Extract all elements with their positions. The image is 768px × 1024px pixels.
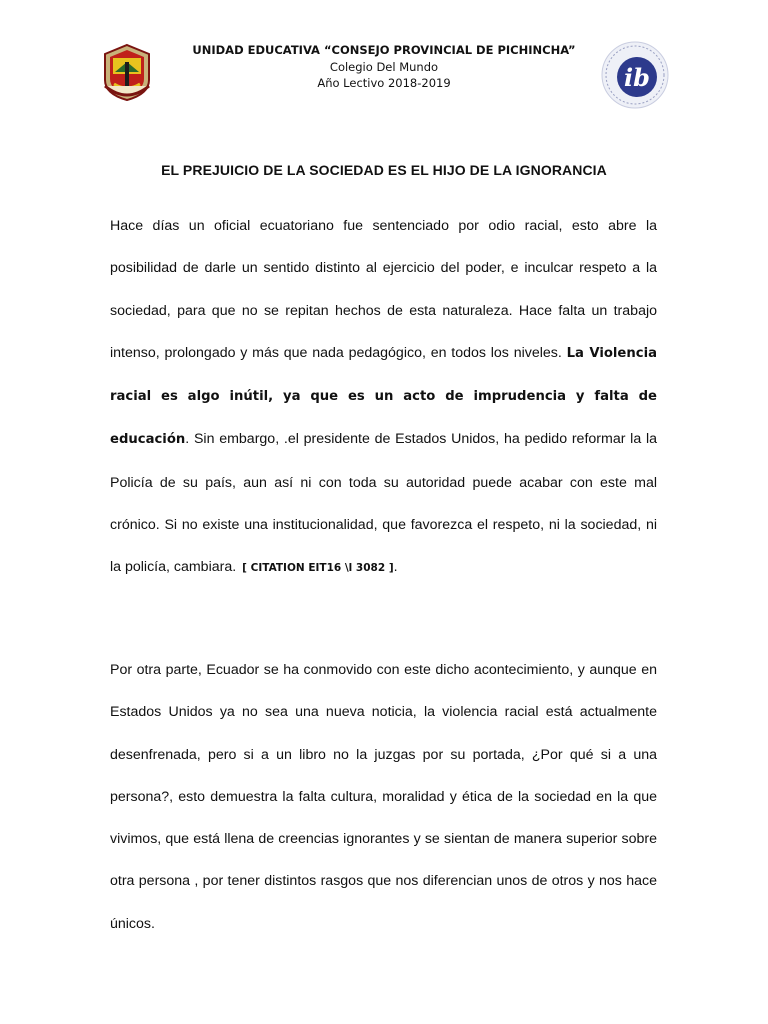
citation-field: [ CITATION EIT16 \l 3082 ]: [242, 562, 394, 575]
paragraph-1-bold-text: La Violencia racial es algo inútil, ya que es un acto de imprudencia y falta de educación: [110, 345, 657, 448]
ib-logo-text: ib: [624, 63, 650, 92]
school-heading: [180, 42, 588, 92]
page-title: EL PREJUICIO DE LA SOCIEDAD ES EL HIJO DE LA IGNORANCIA: [161, 162, 607, 178]
ib-logo-icon: [600, 40, 670, 110]
paragraph-1: [110, 205, 657, 590]
academic-year: Año Lectivo 2018-2019: [317, 76, 451, 90]
citation-period: .: [393, 559, 398, 576]
document-header: [0, 0, 768, 120]
paragraph-1-text-end: . Sin embargo, .el presidente de Estados Unidos, ha pedido reformar la la Policía de su país, aun así ni con toda su autoridad puede acabar con este mal crónico. Si no existe una institucionalidad, que favorezca el respeto, ni la sociedad, ni la policía, cambiara.: [110, 431, 657, 576]
school-crest-icon: [99, 42, 155, 102]
paragraph-2: Por otra parte, Ecuador se ha conmovido con este dicho acontecimiento, y aunque en Estados Unidos ya no sea una nueva noticia, la violencia racial está actualmente desenfrenada, pero si a un libro no la juzgas por su portada, ¿Por qué si a una persona?, esto demuestra la falta cultura, moralidad y ética de la sociedad en la que vivimos, que está llena de creencias ignorantes y se sientan de manera superior sobre otra persona , por tener distintos rasgos que nos diferencian unos de otros y nos hace únicos.: [110, 662, 657, 932]
paragraph-1-text-start: Hace días un oficial ecuatoriano fue sentenciado por odio racial, esto abre la posibilidad de darle un sentido distinto al ejercicio del poder, e inculcar respeto a la sociedad, para que no se repitan hechos de esta naturaleza. Hace falta un trabajo intenso, prolongado y más que nada pedagógico, en todos los niveles.: [110, 218, 657, 361]
school-name: UNIDAD EDUCATIVA “CONSEJO PROVINCIAL DE PICHINCHA”: [192, 43, 576, 57]
school-subtitle: Colegio Del Mundo: [329, 59, 439, 74]
